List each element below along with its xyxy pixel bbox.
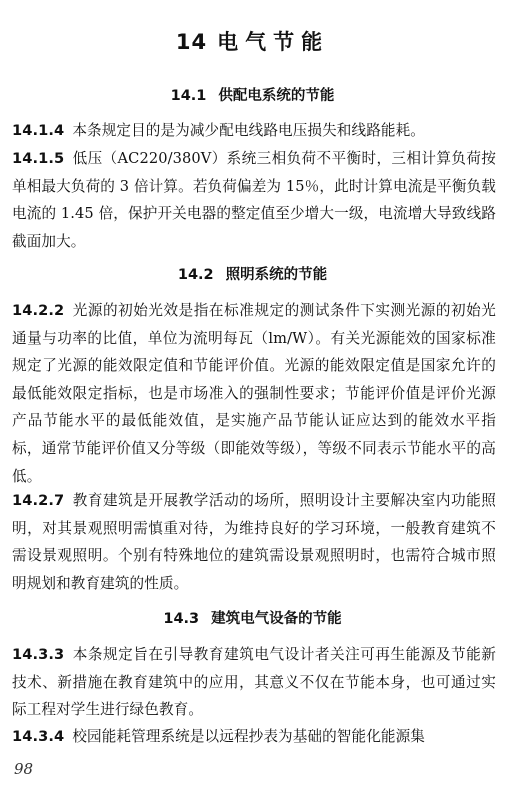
clause-paragraph	[12, 487, 496, 597]
clause-paragraph	[12, 641, 496, 724]
clause-paragraph	[12, 117, 496, 145]
clause-number: 14.3.3	[12, 646, 65, 663]
page-number: 98	[14, 760, 34, 778]
section-heading	[0, 607, 505, 628]
clause-number: 14.1.5	[12, 150, 65, 167]
clause-text: 教育建筑是开展教学活动的场所，照明设计主要解决室内功能照明，对其景观照明需慎重对待，为维持良好的学习环境，一般教育建筑不需设景观照明。个别有特殊地位的建筑需设景观照明时，也需符合城市照明规划和教育建筑的性质。	[12, 492, 496, 592]
clause-paragraph	[12, 723, 496, 751]
section-number: 14.1	[170, 88, 207, 104]
clause-text: 校园能耗管理系统是以远程抄表为基础的智能化能源集	[72, 728, 425, 745]
clause-number: 14.1.4	[12, 122, 65, 139]
chapter-number: 14	[175, 30, 208, 54]
clause-number: 14.2.7	[12, 492, 65, 509]
clause-number: 14.3.4	[12, 728, 65, 745]
clause-text: 低压（AC220/380V）系统三相负荷不平衡时，三相计算负荷按单相最大负荷的 3 倍计算。若负荷偏差为 15％，此时计算电流是平衡负载电流的 1.45 倍，保护开关电器的整定值至少增大一级，电流增大导致线路截面加大。	[12, 150, 496, 250]
section-number: 14.3	[163, 611, 200, 627]
clause-text: 本条规定目的是为减少配电线路电压损失和线路能耗。	[72, 122, 425, 139]
chapter-title-text: 电气节能	[217, 30, 330, 54]
section-heading	[0, 263, 505, 284]
section-heading	[0, 84, 505, 105]
section-title: 供配电系统的节能	[218, 88, 335, 104]
section-title: 建筑电气设备的节能	[211, 611, 342, 627]
chapter-title	[0, 26, 505, 56]
clause-paragraph	[12, 145, 496, 255]
section-title: 照明系统的节能	[225, 267, 328, 283]
clause-text: 本条规定旨在引导教育建筑电气设计者关注可再生能源及节能新技术、新措施在教育建筑中的应用，其意义不仅在节能本身，也可通过实际工程对学生进行绿色教育。	[12, 646, 496, 719]
section-number: 14.2	[177, 267, 214, 283]
clause-text: 光源的初始光效是指在标准规定的测试条件下实测光源的初始光通量与功率的比值，单位为流明每瓦（lm/W）。有关光源能效的国家标准规定了光源的能效限定值和节能评价值。光源的能效限定值是国家允许的最低能效限定指标，也是市场准入的强制性要求；节能评价值是评价光源产品节能水平的最低能效值，是实施产品节能认证应达到的能效水平指标，通常节能评价值又分等级（即能效等级），等级不同表示节能水平的高低。	[12, 302, 496, 485]
clause-number: 14.2.2	[12, 302, 65, 319]
clause-paragraph	[12, 297, 496, 490]
